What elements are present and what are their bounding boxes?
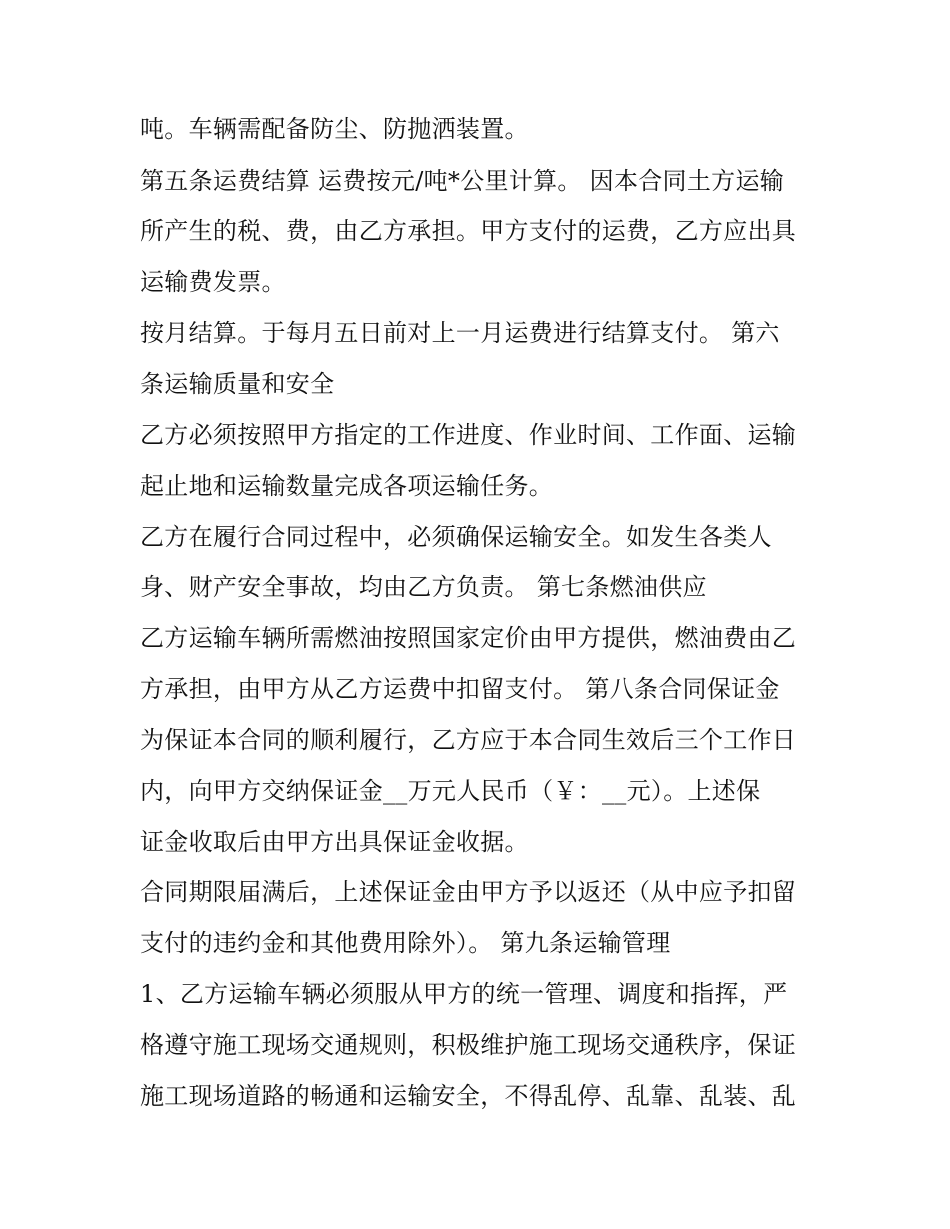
text-line-6: 条运输质量和安全 [140, 370, 335, 398]
text-line-10: 身、财产安全事故，均由乙方负责。 第七条燃油供应 [140, 573, 707, 601]
text-line-18: 1、乙方运输车辆必须服从甲方的统一管理、调度和指挥，严 [140, 980, 788, 1008]
text-line-19: 格遵守施工现场交通规则，积极维护施工现场交通秩序，保证 [140, 1031, 797, 1059]
text-line-9: 乙方在履行合同过程中，必须确保运输安全。如发生各类人 [140, 523, 772, 551]
text-line-4: 运输费发票。 [140, 268, 286, 296]
text-line-15: 证金收取后由甲方出具保证金收据。 [140, 828, 529, 856]
text-line-12: 方承担，由甲方从乙方运费中扣留支付。 第八条合同保证金 [140, 675, 780, 703]
text-line-13: 为保证本合同的顺利履行，乙方应于本合同生效后三个工作日 [140, 726, 797, 754]
text-line-11: 乙方运输车辆所需燃油按照国家定价由甲方提供，燃油费由乙 [140, 624, 797, 652]
text-line-8: 起止地和运输数量完成各项运输任务。 [140, 472, 554, 500]
text-line-2: 第五条运费结算 运费按元/吨*公里计算。 因本合同土方运输 [140, 167, 785, 195]
text-line-3: 所产生的税、费，由乙方承担。甲方支付的运费，乙方应出具 [140, 217, 797, 245]
text-line-1: 吨。车辆需配备防尘、防抛洒装置。 [140, 115, 529, 143]
text-line-16: 合同期限届满后，上述保证金由甲方予以返还（从中应予扣留 [140, 878, 797, 906]
text-line-7: 乙方必须按照甲方指定的工作进度、作业时间、工作面、运输 [140, 421, 797, 449]
text-line-5: 按月结算。于每月五日前对上一月运费进行结算支付。 第六 [140, 319, 780, 347]
text-line-20: 施工现场道路的畅通和运输安全，不得乱停、乱靠、乱装、乱 [140, 1082, 797, 1110]
text-line-14: 内，向甲方交纳保证金__万元人民币（￥：__元）。上述保 [140, 777, 761, 805]
text-line-17: 支付的违约金和其他费用除外）。 第九条运输管理 [140, 929, 671, 957]
